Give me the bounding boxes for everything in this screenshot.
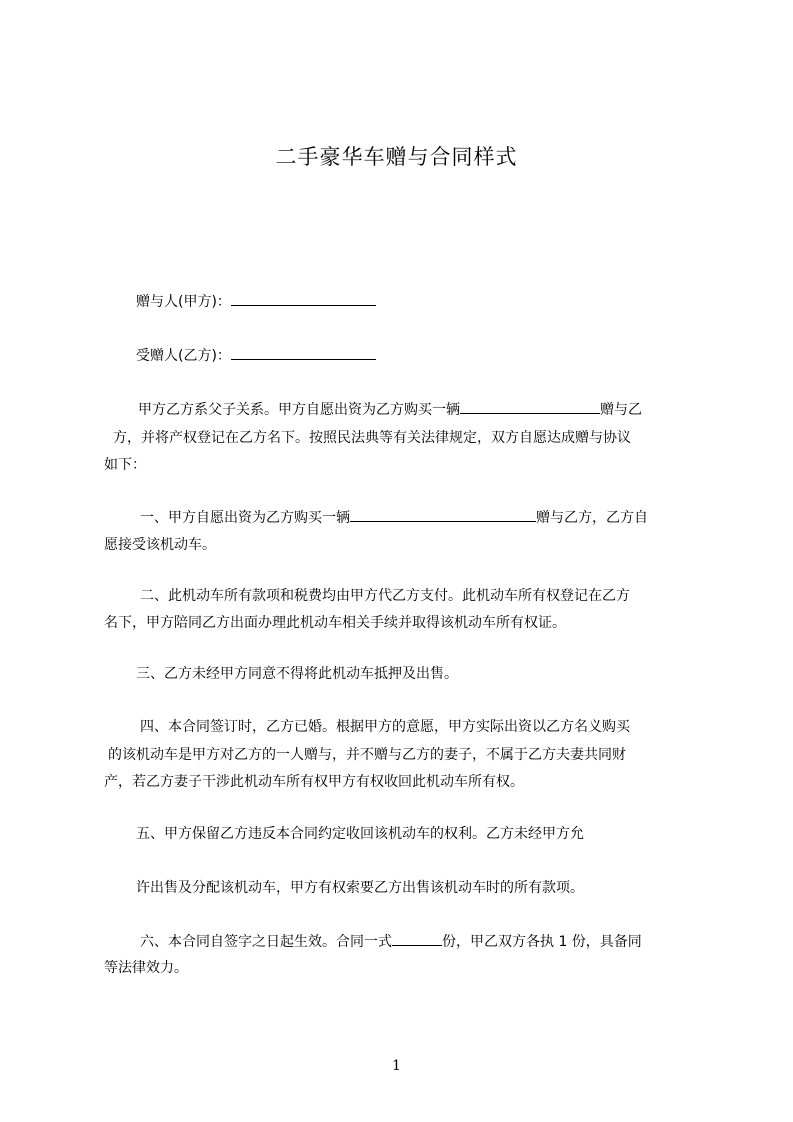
clause1-line-2: 愿接受该机动车。 xyxy=(104,537,216,553)
clause5-line-2: 许出售及分配该机动车，甲方有权索要乙方出售该机动车时的所有款项。 xyxy=(136,880,584,896)
intro-car-blank xyxy=(460,399,600,414)
clause4-line-2: 的该机动车是甲方对乙方的一人赠与，并不赠与乙方的妻子，不属于乙方夫妻共同财 xyxy=(108,747,626,763)
donee-line xyxy=(136,345,376,366)
clause2-line-1: 二、此机动车所有款项和税费均由甲方代乙方支付。此机动车所有权登记在乙方 xyxy=(140,588,630,604)
document-title: 二手豪华车赠与合同样式 xyxy=(275,145,518,169)
clause1-line-1 xyxy=(140,507,648,528)
clause1-text-before-blank: 一、甲方自愿出资为乙方购买一辆 xyxy=(140,510,350,526)
clause2-line-2: 名下，甲方陪同乙方出面办理此机动车相关手续并取得该机动车所有权证。 xyxy=(104,615,566,631)
clause3-line-1: 三、乙方未经甲方同意不得将此机动车抵押及出售。 xyxy=(136,666,458,682)
intro-line-1 xyxy=(138,399,642,420)
clause6-line-2: 等法律效力。 xyxy=(104,960,188,976)
intro-text-before-blank: 甲方乙方系父子关系。甲方自愿出资为乙方购买一辆 xyxy=(138,402,460,418)
donor-label: 赠与人(甲方)： xyxy=(136,294,231,310)
clause6-text-after-blank: 份，甲乙双方各执 1 份，具备同 xyxy=(442,934,642,950)
intro-line-3: 如下： xyxy=(104,457,146,473)
clause6-line-1 xyxy=(140,931,642,952)
clause6-text-before-blank: 六、本合同自签字之日起生效。合同一式 xyxy=(140,934,392,950)
donor-line xyxy=(136,291,376,312)
donee-label: 受赠人(乙方)： xyxy=(136,348,231,364)
clause1-text-after-blank: 赠与乙方，乙方自 xyxy=(536,510,648,526)
clause4-line-1: 四、本合同签订时，乙方已婚。根据甲方的意愿，甲方实际出资以乙方名义购买 xyxy=(140,719,630,735)
clause4-line-3: 产，若乙方妻子干涉此机动车所有权甲方有权收回此机动车所有权。 xyxy=(104,774,524,790)
donee-blank xyxy=(231,345,376,360)
copies-blank xyxy=(392,931,442,946)
intro-text-after-blank: 赠与乙 xyxy=(600,402,642,418)
donor-blank xyxy=(231,291,376,306)
clause1-car-blank xyxy=(350,507,536,522)
intro-line-2: 方，并将产权登记在乙方名下。按照民法典等有关法律规定，双方自愿达成赠与协议 xyxy=(113,430,631,446)
page-number: 1 xyxy=(392,1058,401,1074)
clause5-line-1: 五、甲方保留乙方违反本合同约定收回该机动车的权利。乙方未经甲方允 xyxy=(136,826,584,842)
